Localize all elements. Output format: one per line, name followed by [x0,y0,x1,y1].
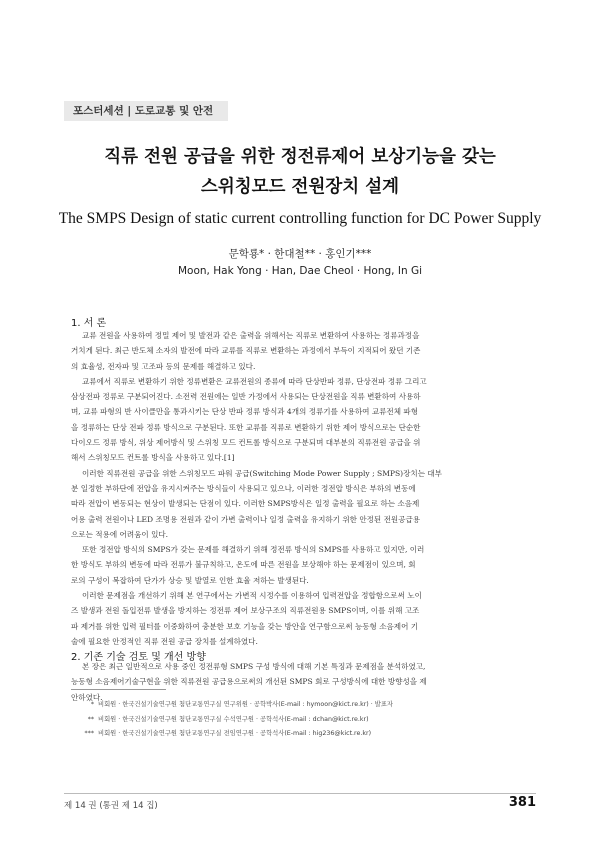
footnote-text: 비회원 · 한국건설기술연구원 첨단교통연구실 전임연구원 · 공학석사(E-mail : hig236@kict.re.kr) [98,730,372,737]
paragraph-line: 어용 출력 전원이나 LED 조명용 전원과 같이 가변 출력이나 일정 출력을 유지하기 위한 안정된 전원공급용 [71,514,421,524]
authors-english: Moon, Hak Yong · Han, Dae Cheol · Hong, In Gi [178,265,422,277]
footnote-divider [71,689,166,690]
footnote-text: 비회원 · 한국건설기술연구원 첨단교통연구실 연구위원 · 공학박사(E-mail : hymoon@kict.re.kr) · 발표자 [98,701,394,708]
paragraph-line: 삼상전파 정류로 구분되어진다. 소전력 전원에는 일반 가정에서 사용되는 단상전원을 직류 변환하여 사용하 [71,392,421,402]
paragraph-line: 로의 구성이 복잡하여 단가가 상승 및 발열로 인한 효율 저하는 발생된다. [71,575,309,585]
paragraph-line: 교류 전원을 사용하여 정밀 제어 및 발전과 같은 출력을 위해서는 직류로 변환하여 사용하는 정류과정을 [82,331,420,340]
footnotes [78,698,393,742]
paragraph-line: 며, 교류 파형의 반 사이클만을 통과시키는 단상 반파 정류 방식과 4개의 정류기를 사용하여 교류전체 파형 [71,407,418,417]
paragraph-line: 즈 발생과 전원 돌입전류 발생을 방지하는 정전류 제어 보상구조의 직류전원용 SMPS이며, 이를 위해 고조 [71,606,420,616]
title-korean-line-2: 스위칭모드 전원장치 설계 [200,177,400,197]
footer-divider [64,793,536,794]
section-tag: 포스터세션 | 도로교통 및 안전 [64,101,228,121]
paragraph-line: 능동형 소음제어기술구현을 위한 직류전원 공급용으로써의 개선된 SMPS 회로 구성방식에 대한 방향성을 제 [71,677,427,687]
footnote-mark: ** [87,715,94,723]
paragraph-line: 거치게 된다. 최근 반도체 소자의 발전에 따라 교류를 직류로 변환하는 과정에서 부득이 지적되어 왔던 기존 [71,346,421,356]
paragraph-line: 으로는 적용에 어려움이 있다. [71,529,169,539]
paragraph-line: 을 정류하는 단상 전파 정류 방식으로 구분된다. 또한 교류를 직류로 변환하기 위한 제어 방식으로는 단순한 [71,422,421,432]
paragraph-line: 이러한 직류전원 공급을 위한 스위칭모드 파워 공급(Switching Mode Power Supply ; SMPS)장치는 대부 [82,468,442,478]
paragraph-line: 이러한 문제점을 개선하기 위해 본 연구에서는 가변적 시정수를 이용하여 입력전압을 정합함으로써 노이 [82,591,422,601]
footnote [78,713,393,728]
paragraph-line: 파 제거를 위한 입력 필터를 이중화하여 충분한 보호 기능을 갖는 방안을 연구함으로써 능동형 소음제어 기 [71,621,419,631]
paragraph-line: 다이오드 정류 방식, 위상 제어방식 및 스위칭 모드 컨트롤 방식으로 구분되며 대부분의 직류전원 공급을 위 [71,438,421,448]
footnote [78,727,393,742]
section-2-heading: 2. 기존 기술 검토 및 개선 방향 [71,652,206,663]
paragraph-line: 해서 스위칭모드 컨트롤 방식을 사용하고 있다.[1] [71,453,235,463]
paragraph-line: 따라 전압이 변동되는 현상이 발생되는 단점이 있다. 이러한 SMPS방식은 일정 출력을 필요로 하는 소음제 [71,499,420,509]
title-korean-line-1: 직류 전원 공급을 위한 정전류제어 보상기능을 갖는 [104,147,496,167]
footnote-text: 비회원 · 한국건설기술연구원 첨단교통연구실 수석연구원 · 공학석사(E-mail : dchan@kict.re.kr) [98,715,369,723]
authors-korean: 문학룡* · 한대철** · 홍인기*** [228,248,372,260]
paragraph-line: 술에 필요한 안정적인 직류 전원 공급 장치를 설계하였다. [71,636,258,646]
section-1-heading: 1. 서 론 [71,318,107,329]
section-1-body [71,328,531,649]
paragraph-line: 분 일정한 부하단에 전압을 유지시켜주는 방식들이 사용되고 있으나, 이러한 정전압 방식은 부하의 변동에 [71,483,416,493]
paragraph-line: 안하였다. [71,692,103,702]
footnote [78,698,393,713]
title-english: The SMPS Design of static current controlling function for DC Power Supply [58,210,542,227]
footnote-mark: * [90,701,94,708]
paragraph-line: 한 방식도 부하의 변동에 따라 전류가 불규칙하고, 온도에 따른 전원을 보상해야 하는 문제점이 있으며, 회 [71,560,416,570]
paragraph-line: 본 장은 최근 일반적으로 사용 중인 정전류형 SMPS 구성 방식에 대해 기본 특징과 문제점을 분석하였고, [82,662,426,671]
page-number: 381 [508,795,536,810]
volume-info: 제 14 권 (통권 제 14 집) [64,801,158,811]
title-korean [0,142,600,202]
paragraph-line: 의 효율성, 전자파 및 고조파 등의 문제를 해결하고 있다. [71,361,256,371]
paragraph-line: 교류에서 직류로 변환하기 위한 정류변환은 교류전원의 종류에 따라 단상반파 정류, 단상전파 정류 그리고 [82,376,427,386]
footnote-mark: *** [84,730,94,737]
paragraph-line: 또한 정전압 방식의 SMPS가 갖는 문제를 해결하기 위해 정전류 방식의 SMPS를 사용하고 있지만, 이러 [82,545,425,555]
